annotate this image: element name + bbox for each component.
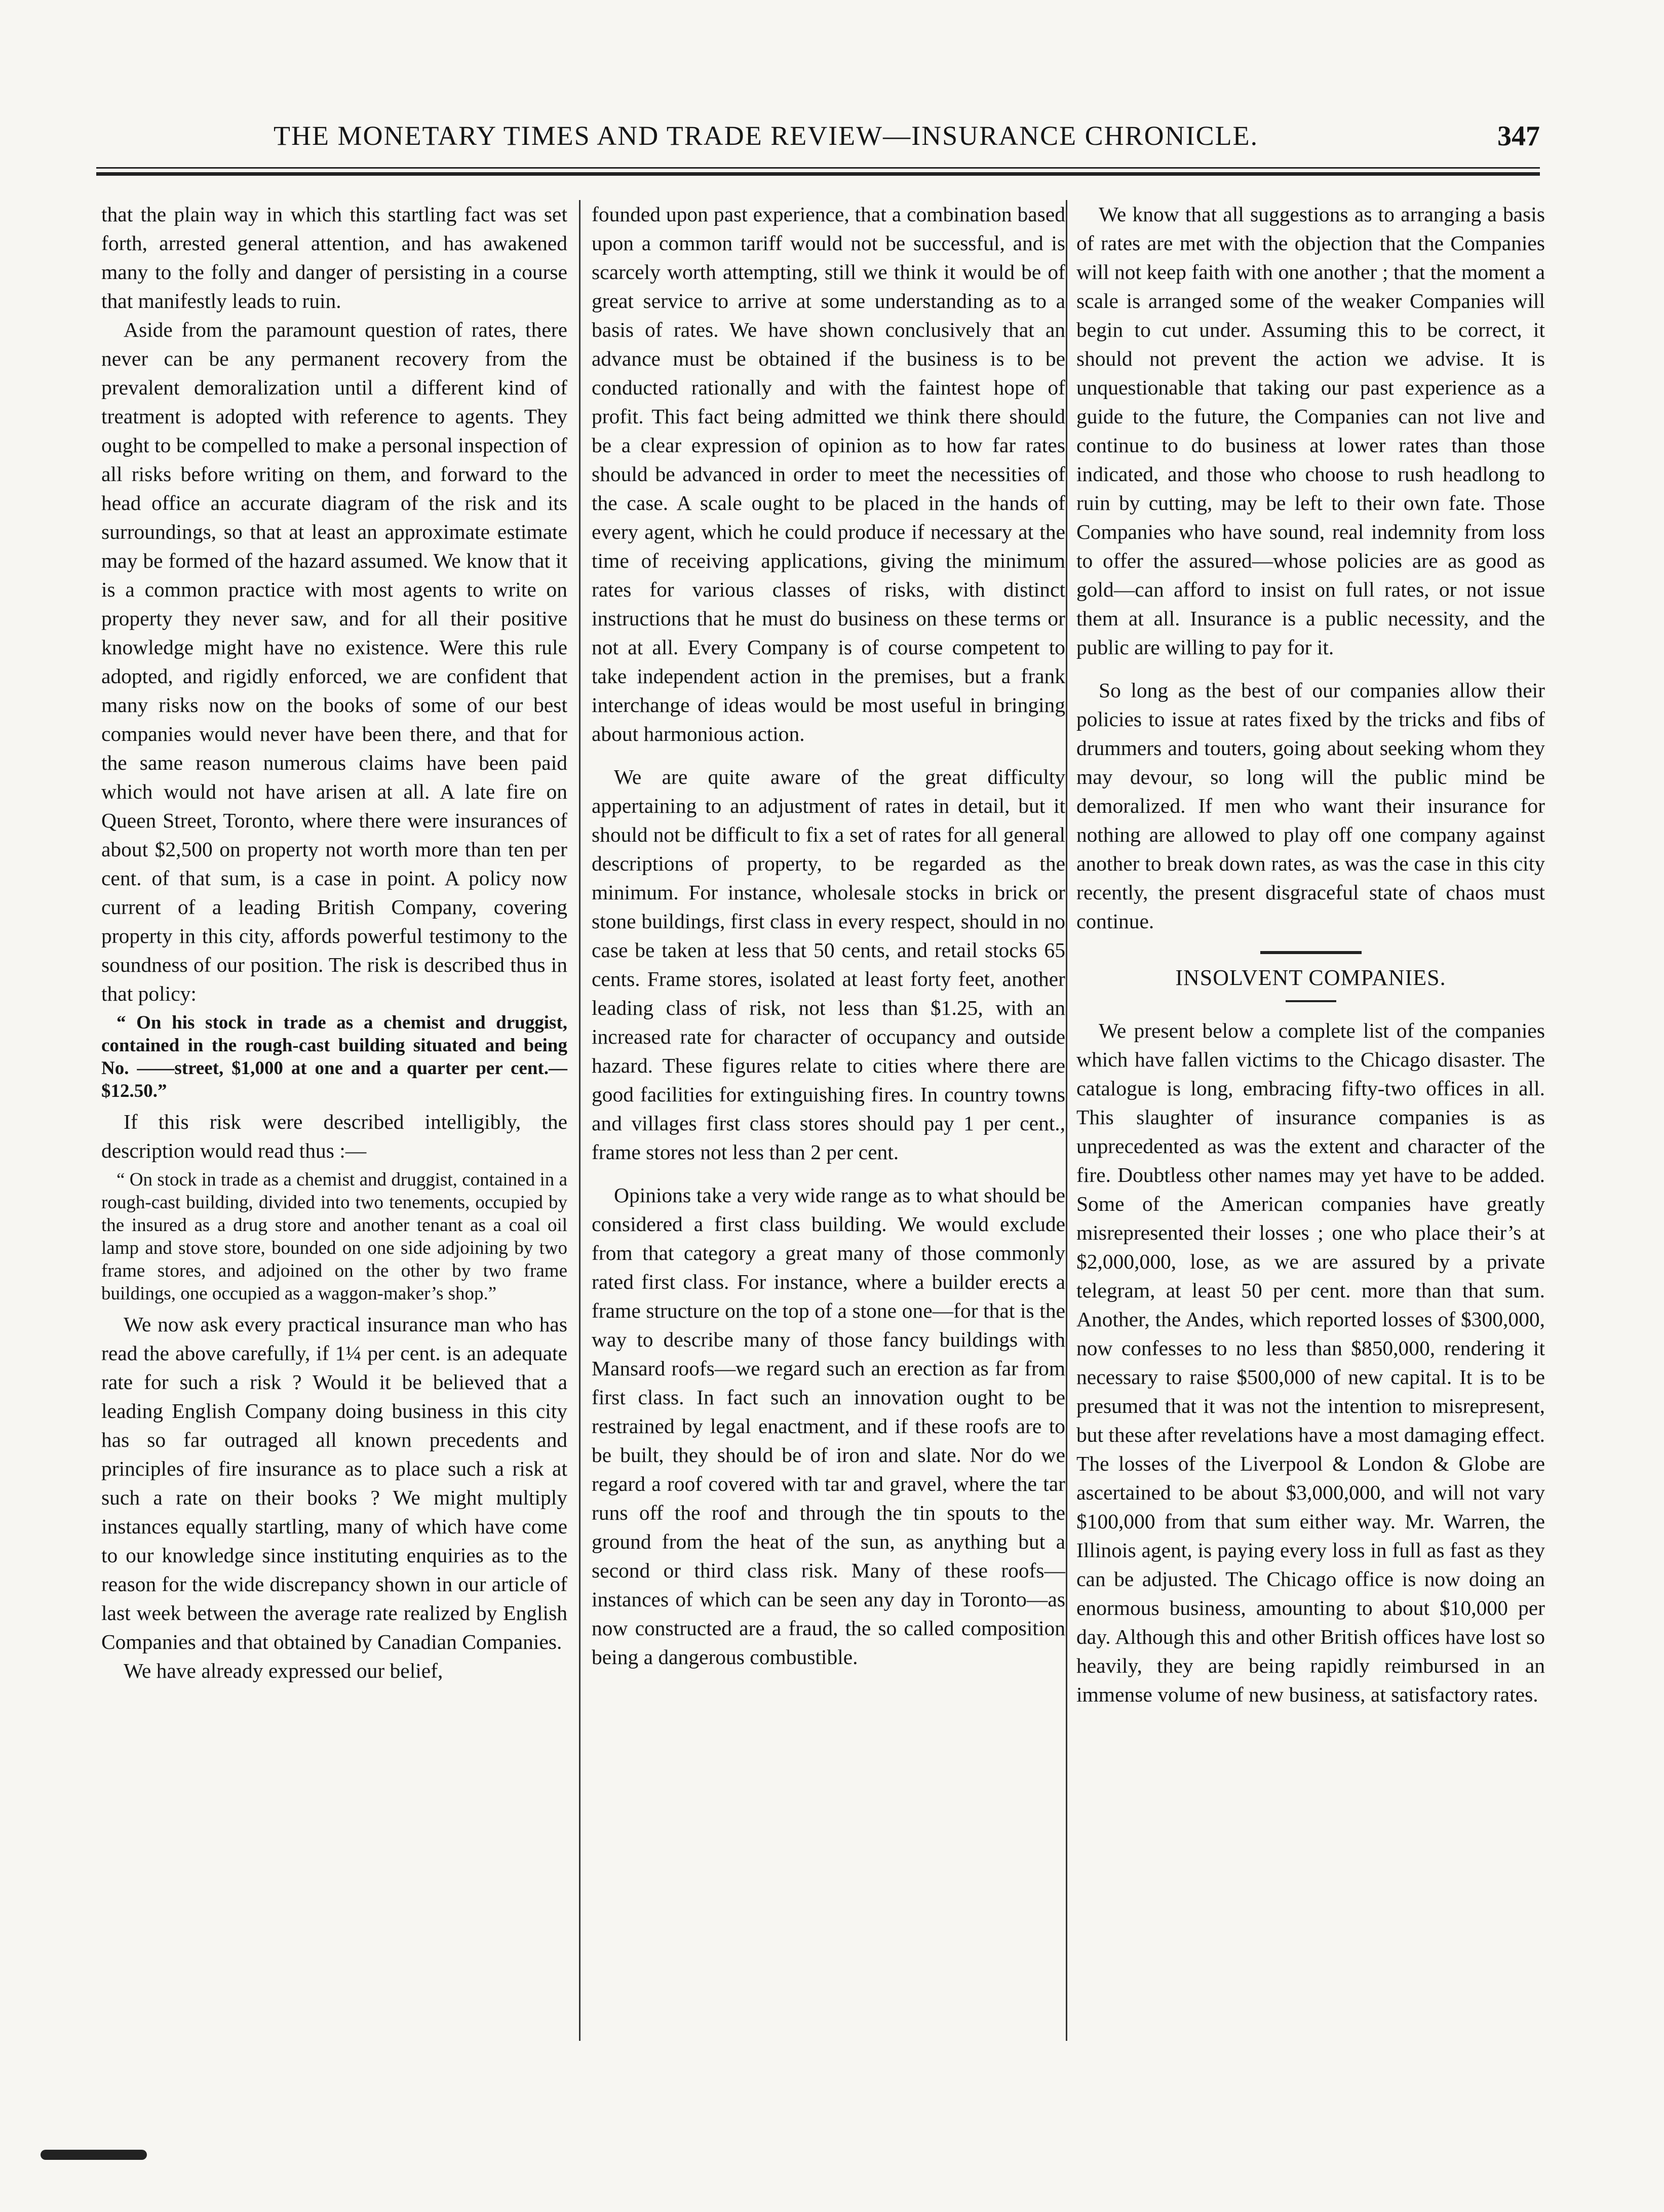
column-divider-2 [1066,200,1067,2041]
paragraph: We know that all suggestions as to arranging a basis of rates are met with the objection that the Companies will not keep faith with one another ; that the moment a scale is arranged some of the weaker Companies will begin to cut under. Assuming this to be correct, it should not prevent the action we advise. It is unquestionable that taking our past experience as a guide to the future, the Companies can not live and continue to do business at lower rates than those indicated, and those who choose to rush headlong to ruin by cutting, may be left to their own fate. Those Companies who have sound, real indemnity from loss to offer the assured—whose policies are as good as gold—can afford to insist on full rates, or not issue them at all. Insurance is a public necessity, and the public are willing to pay for it. [1076,203,1545,659]
ink-smudge [41,2150,147,2160]
heading-rule [1286,1000,1336,1002]
paragraph: Aside from the paramount question of rates, there never can be any permanent recovery from the prevalent demoralization until a different kind of treatment is adopted with reference to agents. They ought to be compelled to make a personal inspection of all risks before writing on them, and forward to the head office an accurate diagram of the risk and its surroundings, so that at least an approximate estimate may be formed of the hazard assumed. We know that it is a common practice with most agents to write on property they never saw, and for all their positive knowledge might have no existence. Were this rule adopted, and rigidly enforced, we are confident that many risks now on the books of some of our best companies would never have been there, and that for the same reason numerous claims have been paid which would not have arisen at all. A late fire on Queen Street, Toronto, where there were insurances of about $2,500 on property not worth more than ten per cent. of that sum, is a case in point. A policy now current of a leading British Company, covering property in this city, affords powerful testimony to the soundness of our position. The risk is described thus in that policy: [101,318,567,1005]
column-3 [1076,200,1545,1709]
heading-rule [1260,951,1362,954]
paragraph: We have already expressed our belief, [124,1659,443,1682]
section-heading-text: INSOLVENT COMPANIES. [1175,965,1446,990]
paragraph: that the plain way in which this startling fact was set forth, arrested general attention, and has awakened many to the folly and danger of persisting in a course that manifestly leads to ruin. [101,203,567,312]
header-rule-thick [96,172,1540,176]
page-number: 347 [1497,121,1540,152]
paragraph: We now ask every practical insurance man who has read the above carefully, if 1¼ per cent. is an adequate rate for such a risk ? Would it be believed that a leading English Company doing business in this city has so far outraged all known precedents and principles of fire insurance as to place such a risk at such a rate on their books ? We might multiply instances equally startling, many of which have come to our knowledge since instituting enquiries as to the reason for the wide discrepancy shown in our article of last week between the average rate realized by English Companies and that obtained by Canadian Companies. [101,1313,567,1653]
running-title: THE MONETARY TIMES AND TRADE REVIEW—INSURANCE CHRONICLE. [274,121,1259,151]
column-1 [101,200,567,1685]
paragraph: founded upon past experience, that a combination based upon a common tariff would not be successful, and is scarcely worth attempting, still we think it would be of great service to arrive at some understanding as to a basis of rates. We have shown conclusively that an advance must be obtained if the business is to be conducted rationally and with the faintest hope of profit. This fact being admitted we think there should be a clear expression of opinion as to how far rates should be advanced in order to meet the necessities of the case. A scale ought to be placed in the hands of every agent, which he could produce if necessary at the time of receiving applications, giving the minimum rates for various classes of risks, with distinct instructions that he must do business on these terms or not at all. Every Company is of course competent to take independent action in the premises, but a frank interchange of ideas would be most useful in bringing about harmonious action. [592,203,1065,745]
quote-text: “ On his stock in trade as a chemist and druggist, contained in the rough-cast building situated and being No. ——street, $1,000 at one and a quarter per cent.—$12.50.” [101,1012,567,1101]
column-2 [592,200,1065,1672]
page-header [96,109,1540,160]
paragraph: Opinions take a very wide range as to what should be considered a first class building. We would exclude from that category a great many of those commonly rated first class. For instance, where a builder erects a frame structure on the top of a stone one—for that is the way to describe many of those fancy buildings with Mansard roofs—we regard such an erection as far from first class. In fact such an innovation ought to be restrained by legal enactment, and if these roofs are to be built, they should be of iron and slate. Nor do we regard a roof covered with tar and gravel, where the tar runs off the roof and through the tin spouts to the ground from the heat of the sun, as anything but a second or third class risk. Many of these roofs—instances of which can be seen any day in Toronto—as now constructed are a fraud, the so called composition being a dangerous combustible. [592,1183,1065,1669]
column-divider-1 [579,200,581,2041]
section-heading [1076,951,1545,1002]
paragraph: So long as the best of our companies allow their policies to issue at rates fixed by the tricks and fibs of drummers and touters, going about seeking whom they may devour, so long will the public mind be demoralized. If men who want their insurance for nothing are allowed to play off one company against another to break down rates, as was the case in this city recently, the present disgraceful state of chaos must continue. [1076,679,1545,933]
intelligible-description-quote [101,1168,567,1305]
paragraph: We present below a complete list of the companies which have fallen victims to the Chicago disaster. The catalogue is long, embracing fifty-two offices in all. This slaughter of insurance companies is as unprecedented as was the extent and character of the fire. Doubtless other names may yet have to be added. Some of the American companies have greatly misrepresented their losses ; one who place their’s at $2,000,000, lose, as we are assured by a private telegram, at least 50 per cent. more than that sum. Another, the Andes, which reported losses of $300,000, now confesses to no less than $850,000, rendering it necessary to raise $500,000 of new capital. It is to be presumed that it was not the intention to misrepresent, but these after revelations have a most damaging effect. The losses of the Liverpool & London & Globe are ascertained to be about $3,000,000, and will not vary $100,000 from that sum either way. Mr. Warren, the Illinois agent, is paying every loss in full as fast as they can be adjusted. The Chicago office is now doing an enormous business, amounting to about $10,000 per day. Although this and other British offices have lost so heavily, they are being rapidly reimbursed in an immense volume of new business, at satisfactory rates. [1076,1019,1545,1706]
policy-quote [101,1011,567,1102]
paragraph: If this risk were described intelligibly, the description would read thus :— [101,1110,567,1162]
paragraph: We are quite aware of the great difficulty appertaining to an adjustment of rates in detail, but it should not be difficult to fix a set of rates for all general descriptions of property, to be regarded as the minimum. For instance, wholesale stocks in brick or stone buildings, first class in every respect, should in no case be taken at less that 50 cents, and retail stocks 65 cents. Frame stores, isolated at least forty feet, another leading class of risk, not less than $1.25, with an increased rate for character of occupancy and outside hazard. These figures relate to cities where there are good facilities for extinguishing fires. In country towns and villages first class stores should pay 1 per cent., frame stores not less than 2 per cent. [592,765,1065,1164]
header-rule-thin [96,167,1540,169]
quote-text: “ On stock in trade as a chemist and druggist, contained in a rough-cast building, divided into two tenements, occupied by the insured as a drug store and another tenant as a coal oil lamp and stove store, bounded on one side adjoining by two frame stores, and adjoined on the other by two frame buildings, one occupied as a waggon-maker’s shop.” [101,1169,567,1304]
